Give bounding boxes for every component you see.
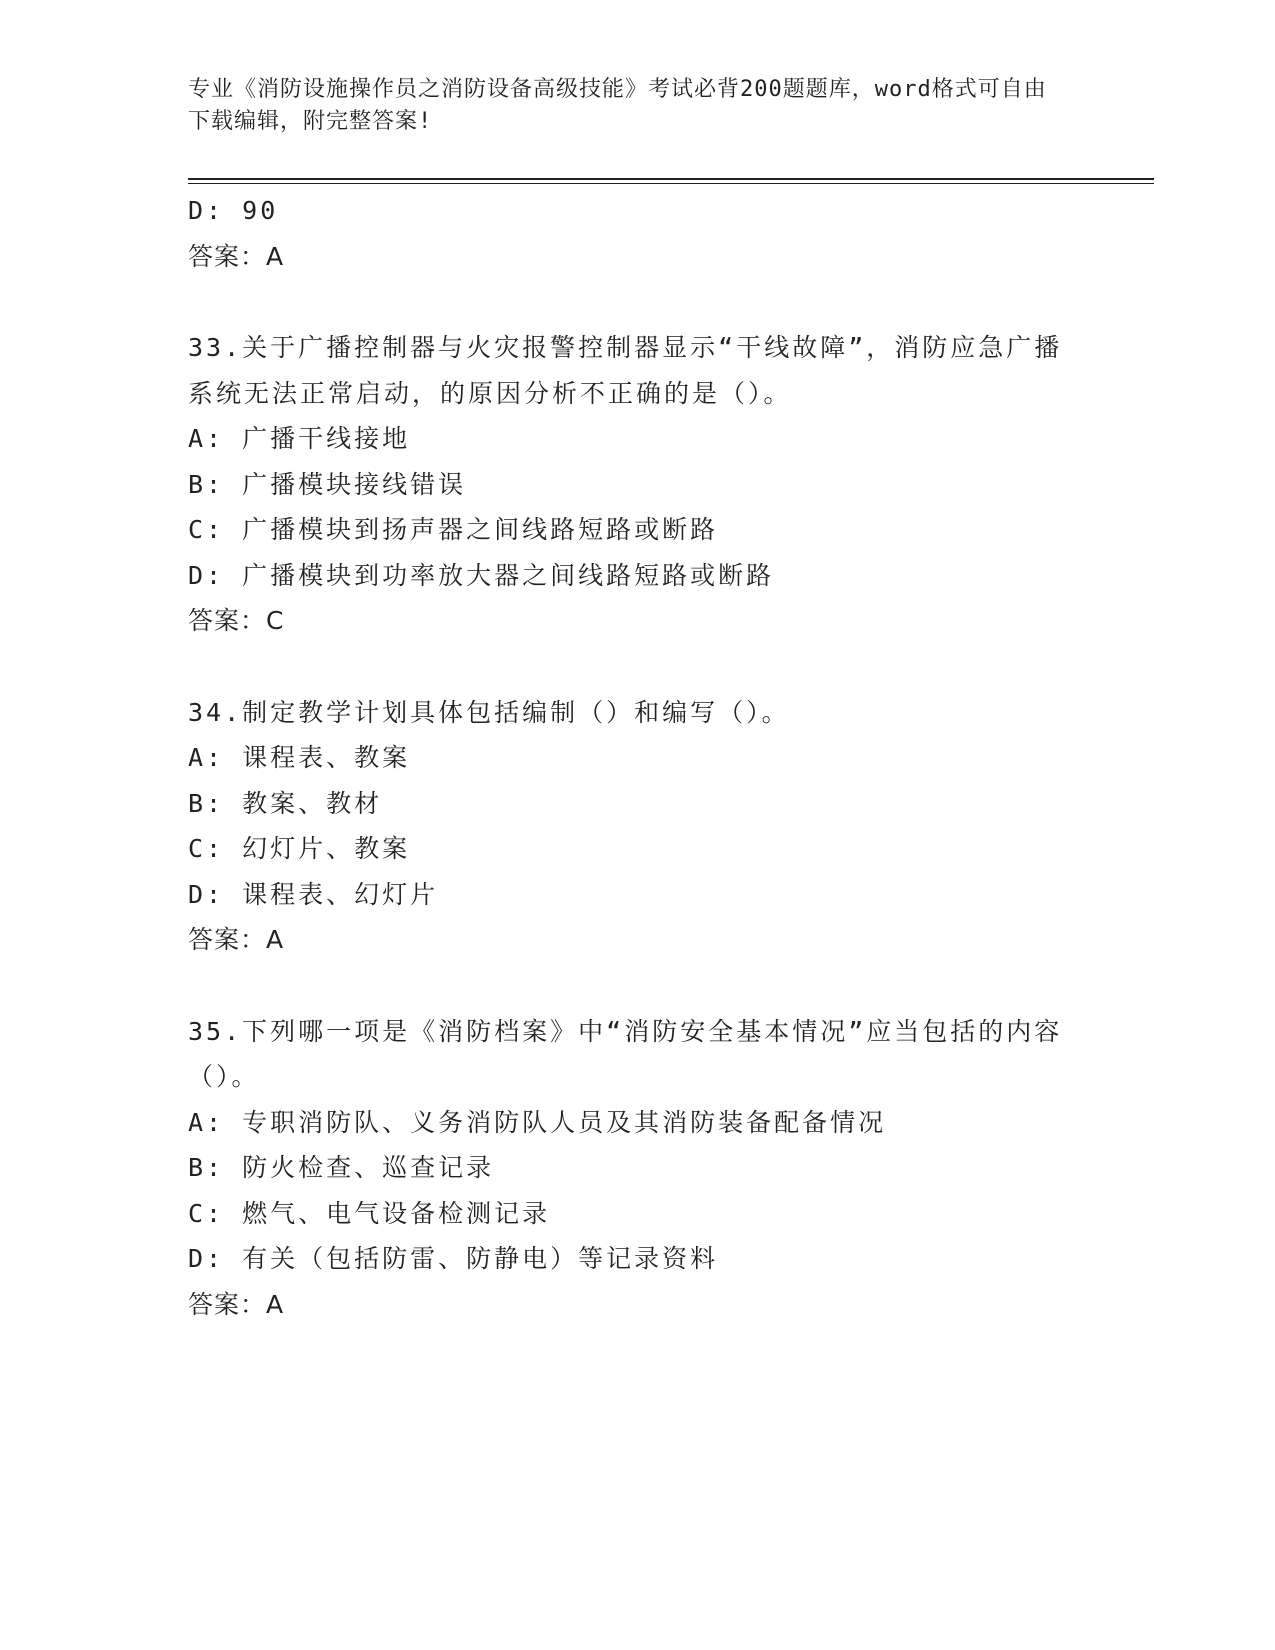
option-c: C: 燃气、电气设备检测记录	[188, 1198, 551, 1228]
option-a: A: 广播干线接地	[188, 424, 411, 453]
answer: 答案：A	[188, 241, 285, 271]
option-a: A: 专职消防队、义务消防队人员及其消防装备配备情况	[188, 1107, 887, 1137]
question-text: 35.下列哪一项是《消防档案》中“消防安全基本情况”应当包括的内容（）。	[188, 1016, 1063, 1091]
answer: 答案：A	[188, 925, 285, 954]
question-34	[188, 690, 1088, 963]
option-d: D: 90	[188, 196, 279, 225]
option-d: D: 有关（包括防雷、防静电）等记录资料	[188, 1244, 719, 1273]
question-text: 33.关于广播控制器与火灾报警控制器显示“干线故障”，消防应急广播系统无法正常启动，的原因分析不正确的是（）。	[188, 333, 1063, 408]
question-list	[188, 188, 1088, 1327]
question-35	[188, 1009, 1088, 1328]
question-32-tail	[188, 188, 1088, 279]
option-c: C: 广播模块到扬声器之间线路短路或断路	[188, 515, 719, 544]
header-divider-thick	[188, 178, 1154, 180]
question-33	[188, 325, 1088, 644]
document-header: 专业《消防设施操作员之消防设备高级技能》考试必背200题题库，word格式可自由下载编辑，附完整答案!	[188, 77, 1047, 134]
option-b: B: 广播模块接线错误	[188, 469, 467, 499]
question-text: 34.制定教学计划具体包括编制（）和编写（）。	[188, 697, 790, 727]
header-divider-thin	[188, 183, 1154, 184]
option-b: B: 教案、教材	[188, 788, 383, 818]
answer: 答案：C	[188, 606, 285, 635]
option-d: D: 课程表、幻灯片	[188, 879, 439, 909]
option-b: B: 防火检查、巡查记录	[188, 1153, 495, 1182]
option-d: D: 广播模块到功率放大器之间线路短路或断路	[188, 560, 775, 590]
option-c: C: 幻灯片、教案	[188, 834, 411, 863]
answer: 答案：A	[188, 1289, 285, 1319]
option-a: A: 课程表、教案	[188, 743, 411, 772]
